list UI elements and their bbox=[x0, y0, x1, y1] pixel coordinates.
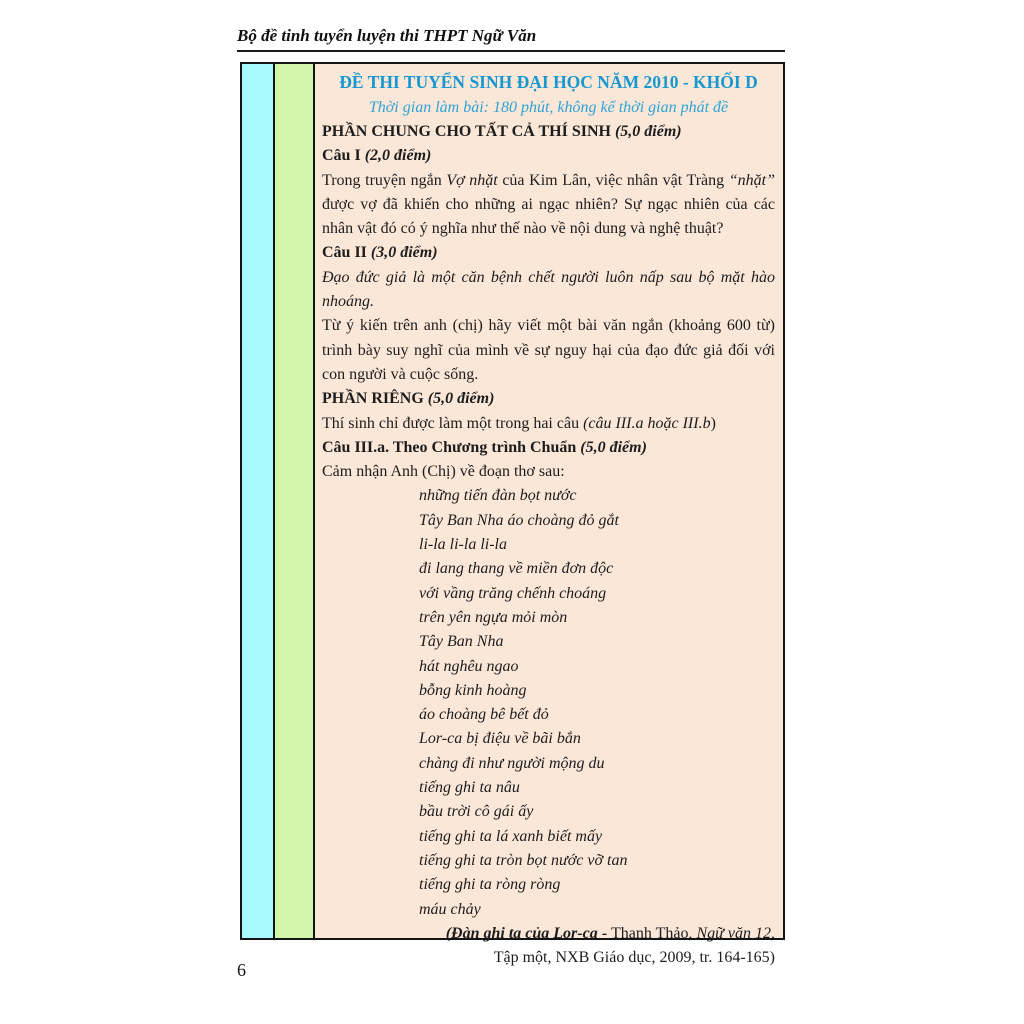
exam-content bbox=[315, 64, 783, 967]
poem-line: đi lang thang về miền đơn độc bbox=[419, 560, 614, 578]
text-segment: Từ ý kiến trên anh (chị) hãy viết một bài văn ngắn (khoảng 600 từ) trình bày suy nghĩ của mình về sự nguy hại của đạo đức giả đối với con người và cuộc sống. bbox=[322, 317, 775, 383]
text-segment: Tập một, NXB Giáo dục, 2009, tr. 164-165) bbox=[493, 949, 775, 967]
text-segment: PHẦN CHUNG CHO TẤT CẢ THÍ SINH bbox=[322, 123, 615, 140]
text-segment: Cảm nhận Anh (Chị) về đoạn thơ sau: bbox=[322, 463, 565, 481]
text-segment: (5,0 điểm) bbox=[614, 123, 682, 140]
question-2-quote bbox=[322, 266, 775, 315]
text-segment: (2,0 điểm) bbox=[364, 147, 432, 165]
poem-line: Tây Ban Nha áo choàng đỏ gắt bbox=[419, 511, 619, 529]
text-segment: được vợ đã khiến cho những ai ngạc nhiên? Sự ngạc nhiên của các nhân vật đó có ý nghĩa như thế nào về nội dung và nghệ thuật? bbox=[322, 195, 775, 238]
poem-line: tiếng ghi ta ròng ròng bbox=[419, 876, 561, 894]
text-segment: (Đàn ghi ta của Lor-ca bbox=[445, 924, 598, 942]
text-segment: - bbox=[597, 924, 612, 942]
poem-line: tiếng ghi ta tròn bọt nước vỡ tan bbox=[419, 851, 628, 869]
poem-line: hát nghêu ngao bbox=[419, 657, 519, 675]
text-segment: Câu I bbox=[322, 147, 365, 165]
poem-line: bầu trời cô gái ấy bbox=[419, 803, 534, 821]
left-bar-cyan bbox=[242, 64, 275, 938]
running-header: Bộ đề tinh tuyển luyện thi THPT Ngữ Văn bbox=[237, 26, 785, 52]
text-segment: (3,0 điểm) bbox=[370, 244, 438, 262]
text-segment: Vợ nhặt bbox=[446, 171, 498, 189]
poem-line: với vầng trăng chếnh choáng bbox=[419, 584, 607, 602]
poem-line: Lor-ca bị điệu về bãi bắn bbox=[419, 730, 581, 748]
page-number: 6 bbox=[237, 960, 246, 980]
exam-subtitle: Thời gian làm bài: 180 phút, không kể thời gian phát đề bbox=[368, 99, 729, 116]
text-segment: của Kim Lân, việc nhân vật Tràng bbox=[497, 171, 729, 189]
text-segment: Trong truyện ngắn bbox=[322, 171, 447, 189]
text-segment: (5,0 điểm) bbox=[427, 390, 495, 408]
citation-line-1 bbox=[322, 922, 775, 947]
text-segment: ) bbox=[710, 414, 716, 432]
question-2-heading bbox=[322, 241, 775, 265]
poem-line: bỗng kinh hoàng bbox=[419, 681, 527, 699]
text-segment: “nhặt” bbox=[728, 171, 776, 189]
text-segment: Câu II bbox=[322, 244, 371, 262]
question-3a-heading bbox=[322, 436, 775, 460]
text-segment: Câu III.a. Theo Chương trình Chuẩn bbox=[322, 438, 581, 456]
text-segment: Thanh Thảo, bbox=[611, 924, 697, 942]
exam-title: ĐỀ THI TUYỂN SINH ĐẠI HỌC NĂM 2010 - KHỐI D bbox=[339, 72, 758, 92]
section-heading-rieng bbox=[322, 387, 775, 411]
section-rieng-note bbox=[322, 412, 775, 436]
poem-line: tiếng ghi ta lá xanh biết mấy bbox=[419, 827, 603, 845]
exam-box bbox=[240, 62, 785, 967]
poem-line: những tiến đàn bọt nước bbox=[419, 487, 577, 505]
question-2-text bbox=[322, 314, 775, 387]
text-segment: Ngữ văn 12, bbox=[696, 924, 775, 942]
question-1-text bbox=[322, 169, 775, 242]
left-bar-green bbox=[275, 64, 315, 938]
question-1-heading bbox=[322, 144, 775, 168]
poem-line: chàng đi như người mộng du bbox=[419, 754, 605, 772]
poem-line: Tây Ban Nha bbox=[419, 633, 504, 651]
poem-excerpt bbox=[322, 484, 775, 921]
citation-line-2 bbox=[322, 946, 775, 971]
text-segment: (5,0 điểm) bbox=[580, 438, 647, 456]
poem-line: tiếng ghi ta nâu bbox=[419, 779, 520, 797]
text-segment: Thí sinh chỉ được làm một trong hai câu bbox=[322, 414, 584, 432]
text-segment: PHẦN RIÊNG bbox=[322, 390, 428, 408]
section-heading-common bbox=[322, 120, 775, 144]
text-segment: (câu III.a hoặc III.b bbox=[583, 414, 711, 432]
poem-line: li-la li-la li-la bbox=[419, 536, 507, 554]
poem-line: máu chảy bbox=[419, 900, 481, 918]
text-segment: Đạo đức giả là một căn bệnh chết người luôn nấp sau bộ mặt hào nhoáng. bbox=[322, 268, 775, 311]
question-3a-prompt bbox=[322, 460, 775, 484]
poem-line: áo choàng bê bết đỏ bbox=[419, 706, 549, 724]
poem-line: trên yên ngựa mỏi mòn bbox=[419, 608, 568, 626]
